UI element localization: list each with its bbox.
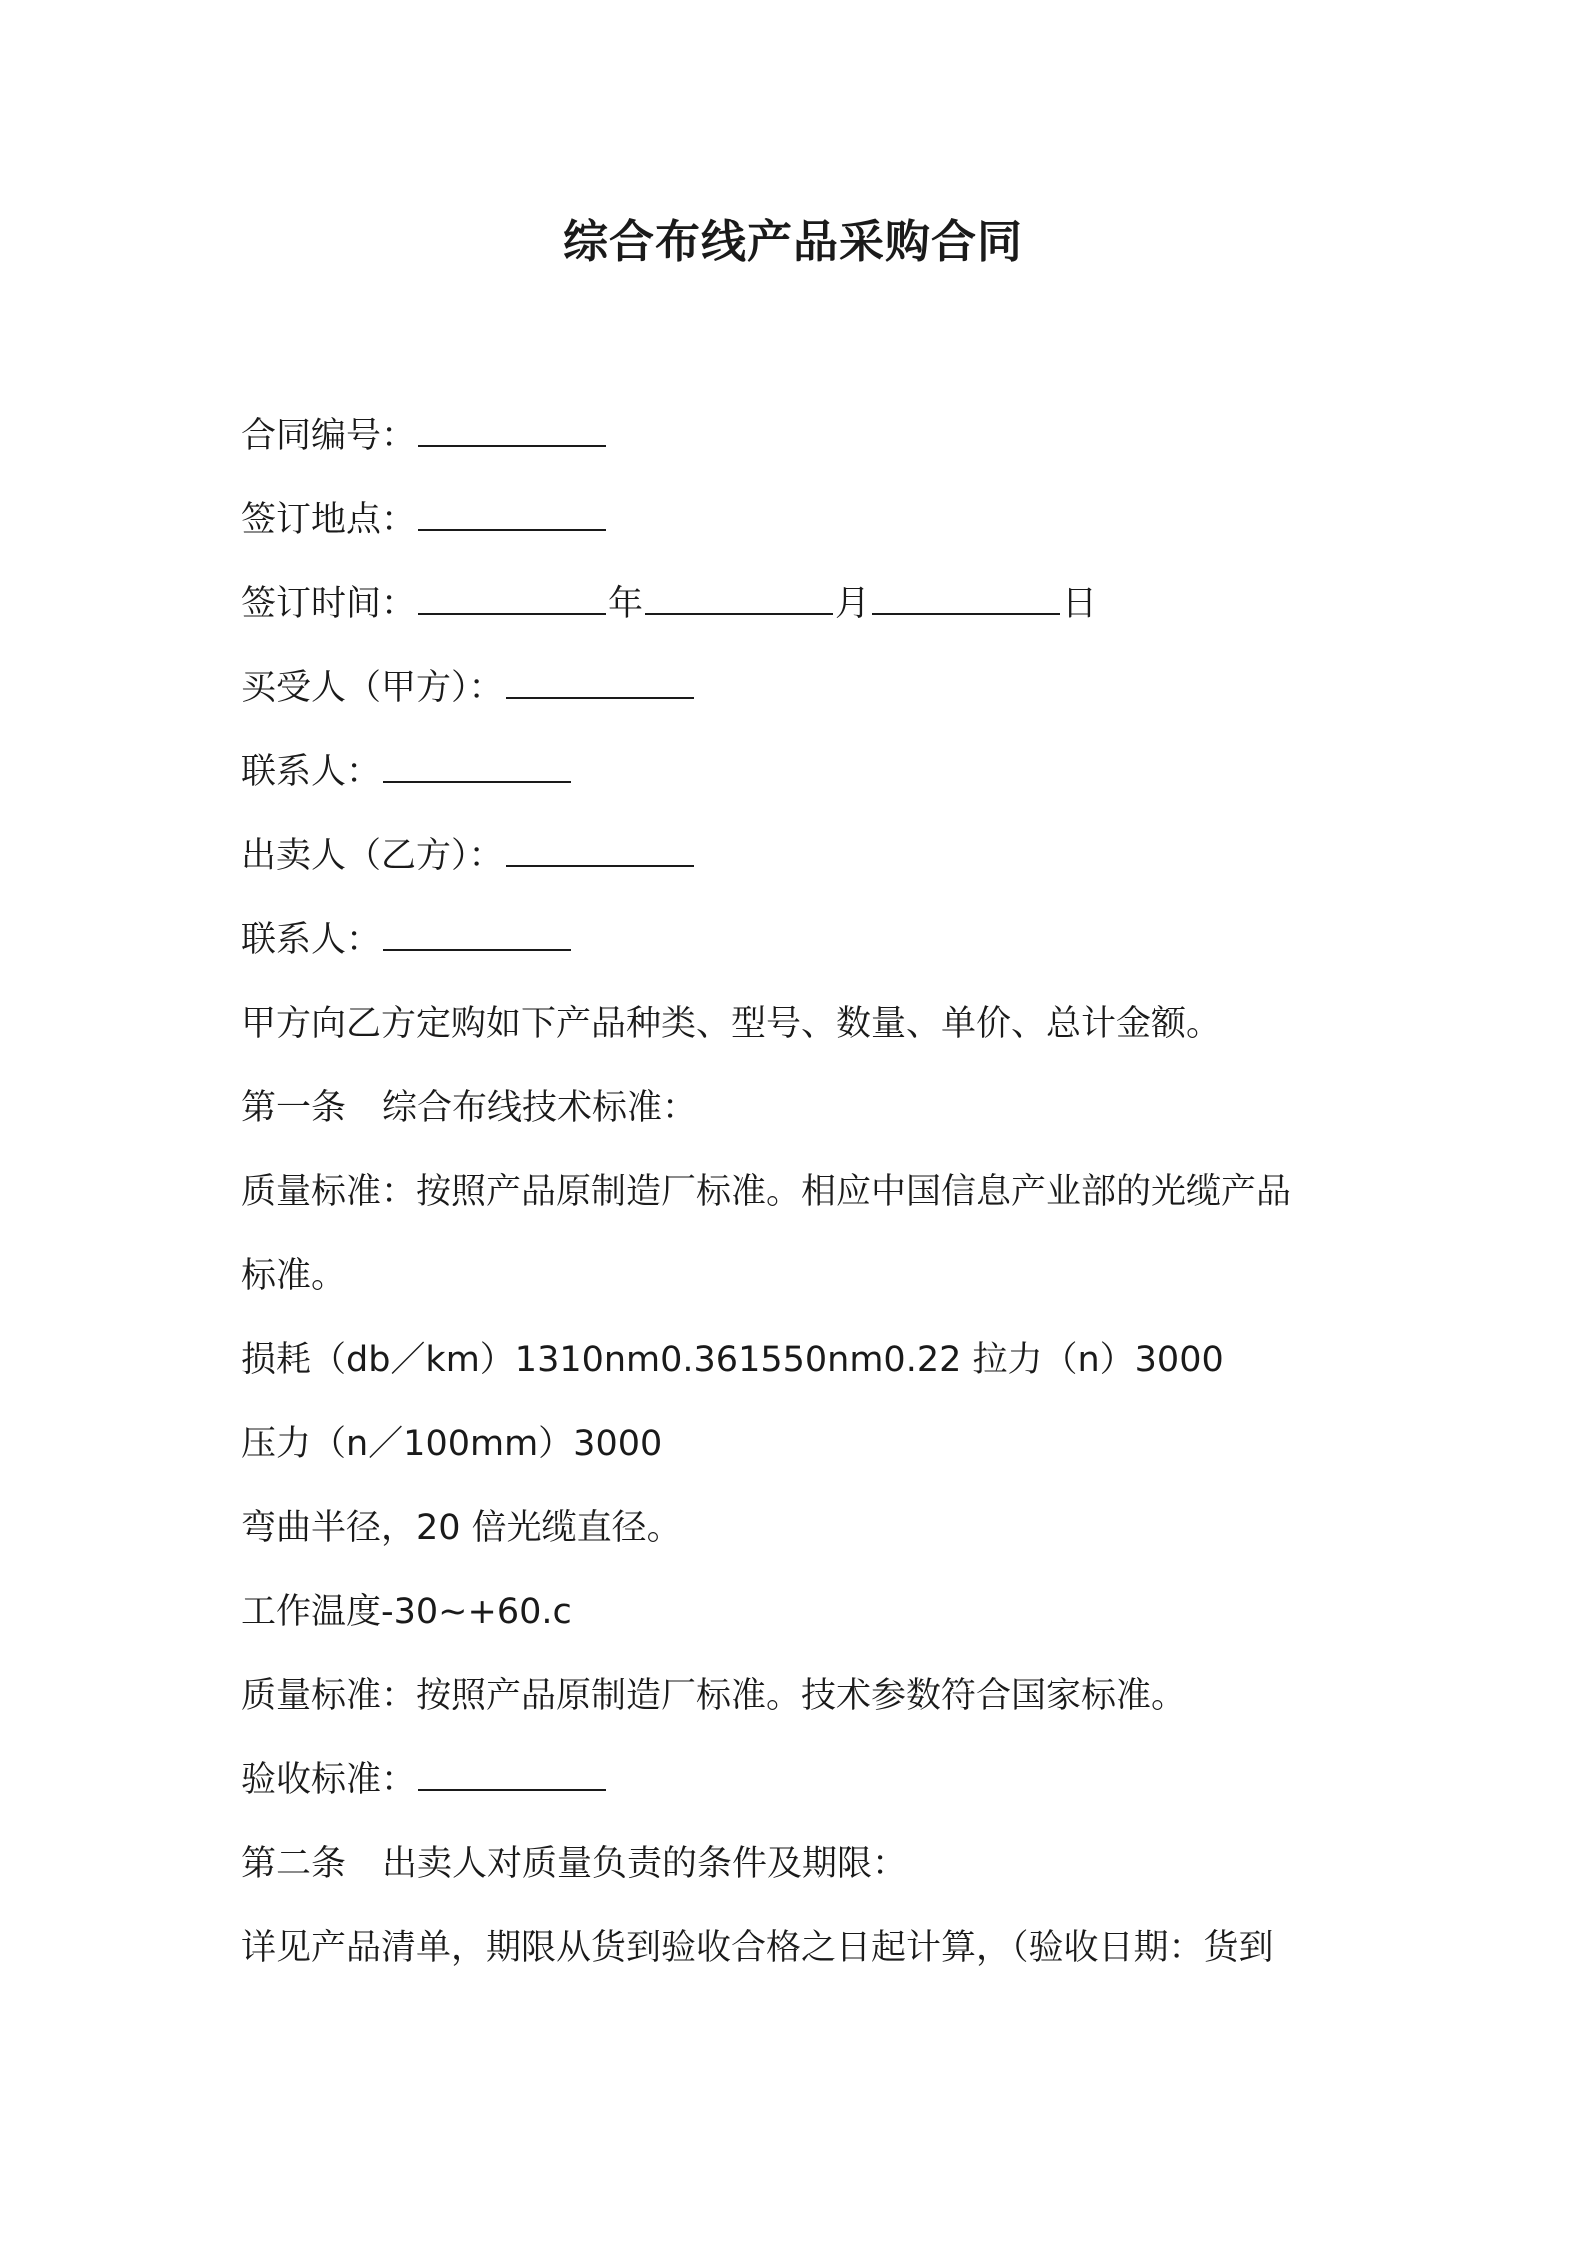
article-1-title: 综合布线技术标准： xyxy=(382,1088,698,1128)
buyer-contact-label: 联系人： xyxy=(241,752,382,792)
article-2-heading xyxy=(241,1838,1371,1890)
detail-paragraph: 详见产品清单，期限从货到验收合格之日起计算，（验收日期：货到 xyxy=(241,1928,1274,1968)
month-label: 月 xyxy=(835,584,871,624)
buyer-contact-blank xyxy=(383,749,571,783)
signing-month-blank xyxy=(645,581,833,615)
temperature-spec: 工作温度-30~+60.c xyxy=(241,1592,572,1632)
quality-standard-2: 质量标准：按照产品原制造厂标准。技术参数符合国家标准。 xyxy=(241,1676,1187,1716)
intro-paragraph: 甲方向乙方定购如下产品种类、型号、数量、单价、总计金额。 xyxy=(241,1004,1222,1044)
acceptance-label: 验收标准： xyxy=(241,1760,417,1800)
seller-contact-blank xyxy=(383,917,571,951)
document-title: 综合布线产品采购合同 xyxy=(562,215,1023,268)
year-label: 年 xyxy=(608,584,644,624)
contract-number-line xyxy=(241,410,1371,462)
quality-standard-1b: 标准。 xyxy=(241,1256,347,1296)
signing-year-blank xyxy=(418,581,606,615)
pressure-spec: 压力（n／100mm）3000 xyxy=(241,1424,663,1464)
signing-place-label: 签订地点： xyxy=(241,500,417,540)
seller-blank xyxy=(506,833,694,867)
signing-day-blank xyxy=(872,581,1060,615)
seller-line xyxy=(241,830,1371,882)
signing-time-line xyxy=(241,578,1371,630)
article-1-heading xyxy=(241,1082,1371,1134)
signing-time-label: 签订时间： xyxy=(241,584,417,624)
acceptance-line xyxy=(241,1754,1371,1806)
buyer-line xyxy=(241,662,1371,714)
contract-number-label: 合同编号： xyxy=(241,416,417,456)
quality-standard-1a: 质量标准：按照产品原制造厂标准。相应中国信息产业部的光缆产品 xyxy=(241,1172,1292,1212)
day-label: 日 xyxy=(1062,584,1098,624)
signing-place-blank xyxy=(418,497,606,531)
seller-label: 出卖人（乙方）： xyxy=(241,836,504,876)
bend-radius-spec: 弯曲半径，20 倍光缆直径。 xyxy=(241,1508,682,1548)
buyer-blank xyxy=(506,665,694,699)
article-1-number: 第一条 xyxy=(241,1088,347,1128)
article-2-title: 出卖人对质量负责的条件及期限： xyxy=(382,1844,908,1884)
contract-number-blank xyxy=(418,413,606,447)
acceptance-blank xyxy=(418,1757,606,1791)
seller-contact-line xyxy=(241,914,1371,966)
article-2-number: 第二条 xyxy=(241,1844,347,1884)
signing-place-line xyxy=(241,494,1371,546)
buyer-label: 买受人（甲方）： xyxy=(241,668,504,708)
buyer-contact-line xyxy=(241,746,1371,798)
loss-spec: 损耗（db／km）1310nm0.361550nm0.22 拉力（n）3000 xyxy=(241,1340,1224,1380)
seller-contact-label: 联系人： xyxy=(241,920,382,960)
